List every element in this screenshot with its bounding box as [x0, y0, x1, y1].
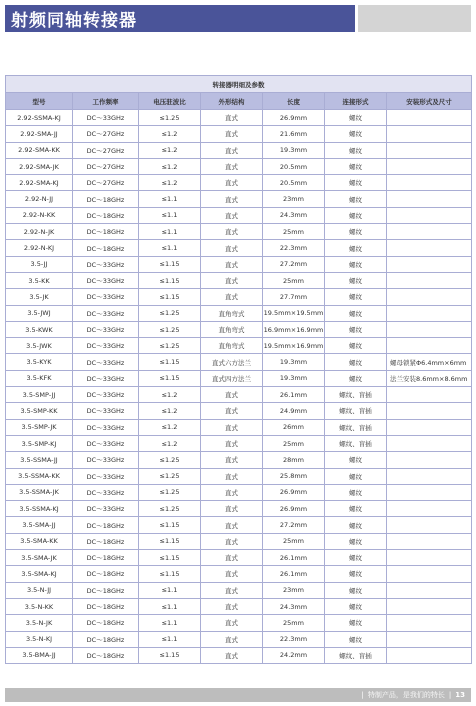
cell-vswr: ≤1.2 [139, 387, 201, 403]
table-row [6, 191, 472, 207]
cell-structure: 直式 [201, 272, 263, 288]
cell-mounting [387, 305, 472, 321]
table-row [6, 468, 472, 484]
cell-vswr: ≤1.25 [139, 484, 201, 500]
cell-model: 3.5-SMP-KJ [6, 435, 73, 451]
cell-mounting [387, 419, 472, 435]
cell-structure: 直式 [201, 110, 263, 126]
cell-length: 26.9mm [263, 110, 325, 126]
cell-model: 3.5-SSMA-KJ [6, 501, 73, 517]
cell-frequency: DC～18GHz [73, 582, 139, 598]
table-row [6, 321, 472, 337]
cell-frequency: DC～18GHz [73, 240, 139, 256]
cell-vswr: ≤1.2 [139, 419, 201, 435]
cell-connection: 螺纹 [325, 321, 387, 337]
cell-model: 3.5-KK [6, 272, 73, 288]
cell-vswr: ≤1.15 [139, 354, 201, 370]
adapter-table-container [5, 75, 471, 664]
table-row [6, 419, 472, 435]
cell-vswr: ≤1.1 [139, 615, 201, 631]
cell-model: 3.5-KWK [6, 321, 73, 337]
cell-frequency: DC～33GHz [73, 338, 139, 354]
cell-structure: 直式 [201, 158, 263, 174]
cell-vswr: ≤1.15 [139, 566, 201, 582]
cell-connection: 螺纹 [325, 484, 387, 500]
cell-structure: 直式 [201, 566, 263, 582]
cell-structure: 直角弯式 [201, 338, 263, 354]
column-header: 长度 [263, 93, 325, 110]
cell-length: 25mm [263, 224, 325, 240]
cell-connection: 螺纹 [325, 224, 387, 240]
cell-model: 3.5-SMA-KJ [6, 566, 73, 582]
cell-length: 20.5mm [263, 175, 325, 191]
cell-vswr: ≤1.1 [139, 598, 201, 614]
cell-connection: 螺纹 [325, 191, 387, 207]
cell-vswr: ≤1.1 [139, 240, 201, 256]
cell-frequency: DC～18GHz [73, 191, 139, 207]
cell-mounting [387, 615, 472, 631]
cell-structure: 直式 [201, 387, 263, 403]
cell-mounting: 螺母锁紧Φ6.4mm×6mm [387, 354, 472, 370]
cell-connection: 螺纹 [325, 207, 387, 223]
cell-vswr: ≤1.2 [139, 175, 201, 191]
cell-connection: 螺纹 [325, 452, 387, 468]
cell-connection: 螺纹、盲插 [325, 419, 387, 435]
table-row [6, 142, 472, 158]
cell-connection: 螺纹 [325, 305, 387, 321]
cell-connection: 螺纹 [325, 240, 387, 256]
cell-model: 3.5-N-KK [6, 598, 73, 614]
cell-vswr: ≤1.25 [139, 321, 201, 337]
cell-connection: 螺纹 [325, 615, 387, 631]
cell-connection: 螺纹 [325, 158, 387, 174]
table-row [6, 338, 472, 354]
cell-model: 3.5-SMA-JK [6, 550, 73, 566]
cell-model: 3.5-SSMA-JJ [6, 452, 73, 468]
cell-mounting [387, 533, 472, 549]
cell-length: 27.2mm [263, 517, 325, 533]
cell-mounting [387, 582, 472, 598]
column-header: 安装形式及尺寸 [387, 93, 472, 110]
table-row [6, 582, 472, 598]
cell-connection: 螺纹 [325, 582, 387, 598]
cell-frequency: DC～33GHz [73, 419, 139, 435]
column-header: 型号 [6, 93, 73, 110]
cell-vswr: ≤1.15 [139, 256, 201, 272]
cell-length: 28mm [263, 452, 325, 468]
table-row [6, 403, 472, 419]
cell-vswr: ≤1.1 [139, 224, 201, 240]
cell-structure: 直式 [201, 191, 263, 207]
cell-length: 19.5mm×19.5mm [263, 305, 325, 321]
cell-frequency: DC～18GHz [73, 598, 139, 614]
cell-structure: 直式 [201, 142, 263, 158]
cell-mounting [387, 158, 472, 174]
cell-mounting: 法兰安装8.6mm×8.6mm [387, 370, 472, 386]
column-header: 工作频率 [73, 93, 139, 110]
cell-model: 2.92-SMA-KJ [6, 175, 73, 191]
cell-vswr: ≤1.1 [139, 582, 201, 598]
cell-vswr: ≤1.25 [139, 501, 201, 517]
cell-model: 3.5-KFK [6, 370, 73, 386]
cell-length: 25mm [263, 272, 325, 288]
cell-model: 3.5-JK [6, 289, 73, 305]
cell-connection: 螺纹 [325, 533, 387, 549]
cell-vswr: ≤1.2 [139, 435, 201, 451]
cell-structure: 直式 [201, 517, 263, 533]
table-row [6, 550, 472, 566]
cell-length: 19.3mm [263, 354, 325, 370]
cell-length: 19.3mm [263, 142, 325, 158]
cell-structure: 直式 [201, 224, 263, 240]
cell-length: 24.3mm [263, 207, 325, 223]
cell-model: 2.92-SMA-JK [6, 158, 73, 174]
cell-length: 19.5mm×16.9mm [263, 338, 325, 354]
cell-frequency: DC～33GHz [73, 321, 139, 337]
cell-frequency: DC～33GHz [73, 354, 139, 370]
table-row [6, 240, 472, 256]
cell-model: 3.5-N-KJ [6, 631, 73, 647]
cell-mounting [387, 321, 472, 337]
table-row [6, 501, 472, 517]
cell-structure: 直式 [201, 468, 263, 484]
cell-connection: 螺纹 [325, 256, 387, 272]
cell-mounting [387, 126, 472, 142]
cell-frequency: DC～18GHz [73, 647, 139, 663]
cell-mounting [387, 224, 472, 240]
cell-length: 16.9mm×16.9mm [263, 321, 325, 337]
cell-structure: 直式 [201, 289, 263, 305]
cell-structure: 直式四方法兰 [201, 370, 263, 386]
cell-model: 3.5-SMA-KK [6, 533, 73, 549]
cell-frequency: DC～33GHz [73, 435, 139, 451]
cell-vswr: ≤1.25 [139, 468, 201, 484]
cell-mounting [387, 142, 472, 158]
cell-frequency: DC～33GHz [73, 256, 139, 272]
cell-model: 3.5-SMP-KK [6, 403, 73, 419]
table-row [6, 452, 472, 468]
cell-connection: 螺纹、盲插 [325, 387, 387, 403]
table-caption: 转接器明细及参数 [6, 76, 472, 93]
table-row [6, 387, 472, 403]
page-title-bar [5, 5, 355, 32]
page-number: 13 [455, 691, 465, 699]
cell-structure: 直角弯式 [201, 321, 263, 337]
cell-structure: 直式 [201, 501, 263, 517]
cell-mounting [387, 207, 472, 223]
cell-vswr: ≤1.2 [139, 126, 201, 142]
table-body [6, 110, 472, 664]
cell-length: 23mm [263, 582, 325, 598]
cell-connection: 螺纹 [325, 289, 387, 305]
table-caption-row [6, 76, 472, 93]
cell-frequency: DC～18GHz [73, 533, 139, 549]
cell-connection: 螺纹 [325, 175, 387, 191]
column-header: 电压驻波比 [139, 93, 201, 110]
cell-structure: 直式 [201, 207, 263, 223]
table-row [6, 615, 472, 631]
cell-model: 2.92-N-JK [6, 224, 73, 240]
table-row [6, 370, 472, 386]
cell-frequency: DC～27GHz [73, 175, 139, 191]
table-row [6, 647, 472, 663]
cell-length: 23mm [263, 191, 325, 207]
table-row [6, 272, 472, 288]
column-header: 外形结构 [201, 93, 263, 110]
table-row [6, 484, 472, 500]
cell-length: 25.8mm [263, 468, 325, 484]
cell-length: 24.9mm [263, 403, 325, 419]
cell-structure: 直式六方法兰 [201, 354, 263, 370]
cell-frequency: DC～27GHz [73, 158, 139, 174]
cell-connection: 螺纹 [325, 354, 387, 370]
cell-structure: 直式 [201, 484, 263, 500]
cell-mounting [387, 501, 472, 517]
table-row [6, 631, 472, 647]
cell-frequency: DC～33GHz [73, 289, 139, 305]
cell-vswr: ≤1.2 [139, 158, 201, 174]
footer-separator: | [448, 691, 452, 699]
cell-model: 3.5-JJ [6, 256, 73, 272]
cell-vswr: ≤1.2 [139, 142, 201, 158]
cell-frequency: DC～33GHz [73, 387, 139, 403]
cell-model: 3.5-KYK [6, 354, 73, 370]
cell-length: 22.3mm [263, 240, 325, 256]
cell-connection: 螺纹 [325, 566, 387, 582]
table-row [6, 289, 472, 305]
cell-connection: 螺纹 [325, 272, 387, 288]
cell-mounting [387, 175, 472, 191]
table-row [6, 598, 472, 614]
cell-connection: 螺纹 [325, 338, 387, 354]
cell-frequency: DC～33GHz [73, 370, 139, 386]
cell-connection: 螺纹 [325, 468, 387, 484]
cell-frequency: DC～18GHz [73, 550, 139, 566]
cell-vswr: ≤1.2 [139, 403, 201, 419]
cell-frequency: DC～33GHz [73, 305, 139, 321]
cell-model: 3.5-BMA-JJ [6, 647, 73, 663]
cell-structure: 直式 [201, 631, 263, 647]
cell-model: 3.5-N-JK [6, 615, 73, 631]
cell-length: 26mm [263, 419, 325, 435]
cell-structure: 直式 [201, 126, 263, 142]
table-row [6, 566, 472, 582]
cell-mounting [387, 240, 472, 256]
cell-structure: 直式 [201, 582, 263, 598]
cell-vswr: ≤1.15 [139, 550, 201, 566]
cell-model: 3.5-SMP-JK [6, 419, 73, 435]
cell-connection: 螺纹 [325, 126, 387, 142]
cell-vswr: ≤1.1 [139, 191, 201, 207]
cell-structure: 直式 [201, 452, 263, 468]
cell-length: 24.2mm [263, 647, 325, 663]
cell-structure: 直式 [201, 550, 263, 566]
cell-length: 24.3mm [263, 598, 325, 614]
cell-connection: 螺纹 [325, 631, 387, 647]
title-grey-block [358, 5, 471, 32]
cell-structure: 直角弯式 [201, 305, 263, 321]
cell-mounting [387, 256, 472, 272]
cell-structure: 直式 [201, 533, 263, 549]
cell-frequency: DC～33GHz [73, 110, 139, 126]
cell-connection: 螺纹 [325, 110, 387, 126]
cell-vswr: ≤1.1 [139, 631, 201, 647]
cell-mounting [387, 468, 472, 484]
cell-mounting [387, 435, 472, 451]
cell-structure: 直式 [201, 647, 263, 663]
cell-length: 26.1mm [263, 550, 325, 566]
cell-model: 3.5-SSMA-JK [6, 484, 73, 500]
cell-model: 2.92-SMA-KK [6, 142, 73, 158]
cell-structure: 直式 [201, 256, 263, 272]
cell-vswr: ≤1.25 [139, 305, 201, 321]
cell-frequency: DC～18GHz [73, 566, 139, 582]
table-row [6, 158, 472, 174]
cell-length: 26.1mm [263, 566, 325, 582]
cell-length: 27.7mm [263, 289, 325, 305]
cell-mounting [387, 517, 472, 533]
cell-length: 19.3mm [263, 370, 325, 386]
cell-structure: 直式 [201, 240, 263, 256]
cell-mounting [387, 484, 472, 500]
cell-length: 25mm [263, 533, 325, 549]
cell-model: 3.5-SSMA-KK [6, 468, 73, 484]
cell-mounting [387, 631, 472, 647]
cell-length: 25mm [263, 615, 325, 631]
table-row [6, 256, 472, 272]
cell-length: 21.6mm [263, 126, 325, 142]
cell-mounting [387, 647, 472, 663]
cell-model: 2.92-SSMA-KJ [6, 110, 73, 126]
cell-vswr: ≤1.1 [139, 207, 201, 223]
cell-model: 2.92-SMA-JJ [6, 126, 73, 142]
cell-mounting [387, 403, 472, 419]
cell-mounting [387, 387, 472, 403]
cell-structure: 直式 [201, 419, 263, 435]
cell-connection: 螺纹、盲插 [325, 403, 387, 419]
cell-model: 2.92-N-KK [6, 207, 73, 223]
cell-mounting [387, 191, 472, 207]
cell-frequency: DC～33GHz [73, 452, 139, 468]
cell-mounting [387, 452, 472, 468]
table-row [6, 224, 472, 240]
table-row [6, 305, 472, 321]
cell-model: 3.5-JWK [6, 338, 73, 354]
cell-vswr: ≤1.15 [139, 272, 201, 288]
cell-frequency: DC～33GHz [73, 501, 139, 517]
cell-length: 26.9mm [263, 484, 325, 500]
table-row [6, 354, 472, 370]
cell-vswr: ≤1.15 [139, 370, 201, 386]
cell-mounting [387, 289, 472, 305]
cell-vswr: ≤1.15 [139, 533, 201, 549]
cell-model: 3.5-N-JJ [6, 582, 73, 598]
cell-connection: 螺纹 [325, 501, 387, 517]
table-row [6, 126, 472, 142]
cell-mounting [387, 550, 472, 566]
cell-vswr: ≤1.25 [139, 110, 201, 126]
cell-frequency: DC～18GHz [73, 631, 139, 647]
table-row [6, 110, 472, 126]
cell-mounting [387, 566, 472, 582]
cell-frequency: DC～18GHz [73, 224, 139, 240]
cell-length: 25mm [263, 435, 325, 451]
cell-length: 20.5mm [263, 158, 325, 174]
cell-connection: 螺纹、盲插 [325, 647, 387, 663]
footer-slogan: 特制产品，是我们的特长 [367, 691, 445, 699]
table-row [6, 207, 472, 223]
cell-model: 3.5-JWJ [6, 305, 73, 321]
table-row [6, 435, 472, 451]
cell-vswr: ≤1.15 [139, 647, 201, 663]
cell-connection: 螺纹 [325, 598, 387, 614]
cell-structure: 直式 [201, 615, 263, 631]
table-row [6, 517, 472, 533]
footer-separator: | [361, 691, 364, 699]
table-row [6, 533, 472, 549]
cell-mounting [387, 338, 472, 354]
column-header: 连接形式 [325, 93, 387, 110]
cell-length: 26.9mm [263, 501, 325, 517]
cell-model: 3.5-SMA-JJ [6, 517, 73, 533]
cell-length: 27.2mm [263, 256, 325, 272]
cell-frequency: DC～33GHz [73, 403, 139, 419]
cell-length: 22.3mm [263, 631, 325, 647]
cell-structure: 直式 [201, 435, 263, 451]
table-row [6, 175, 472, 191]
cell-frequency: DC～33GHz [73, 484, 139, 500]
cell-connection: 螺纹、盲插 [325, 435, 387, 451]
cell-vswr: ≤1.25 [139, 338, 201, 354]
cell-mounting [387, 272, 472, 288]
cell-connection: 螺纹 [325, 550, 387, 566]
cell-vswr: ≤1.15 [139, 289, 201, 305]
cell-structure: 直式 [201, 598, 263, 614]
cell-length: 26.1mm [263, 387, 325, 403]
cell-frequency: DC～27GHz [73, 126, 139, 142]
cell-frequency: DC～18GHz [73, 517, 139, 533]
adapter-spec-table [5, 75, 472, 664]
cell-structure: 直式 [201, 175, 263, 191]
cell-mounting [387, 598, 472, 614]
table-header-row [6, 93, 472, 110]
cell-mounting [387, 110, 472, 126]
cell-model: 3.5-SMP-JJ [6, 387, 73, 403]
page-title: 射频同轴转接器 [11, 11, 137, 31]
footer-bar [5, 688, 471, 702]
cell-frequency: DC～18GHz [73, 615, 139, 631]
cell-connection: 螺纹 [325, 142, 387, 158]
cell-frequency: DC～18GHz [73, 207, 139, 223]
cell-vswr: ≤1.25 [139, 452, 201, 468]
cell-model: 2.92-N-JJ [6, 191, 73, 207]
cell-model: 2.92-N-KJ [6, 240, 73, 256]
cell-frequency: DC～27GHz [73, 142, 139, 158]
cell-connection: 螺纹 [325, 370, 387, 386]
cell-frequency: DC～33GHz [73, 468, 139, 484]
cell-connection: 螺纹 [325, 517, 387, 533]
cell-structure: 直式 [201, 403, 263, 419]
cell-vswr: ≤1.15 [139, 517, 201, 533]
cell-frequency: DC～33GHz [73, 272, 139, 288]
